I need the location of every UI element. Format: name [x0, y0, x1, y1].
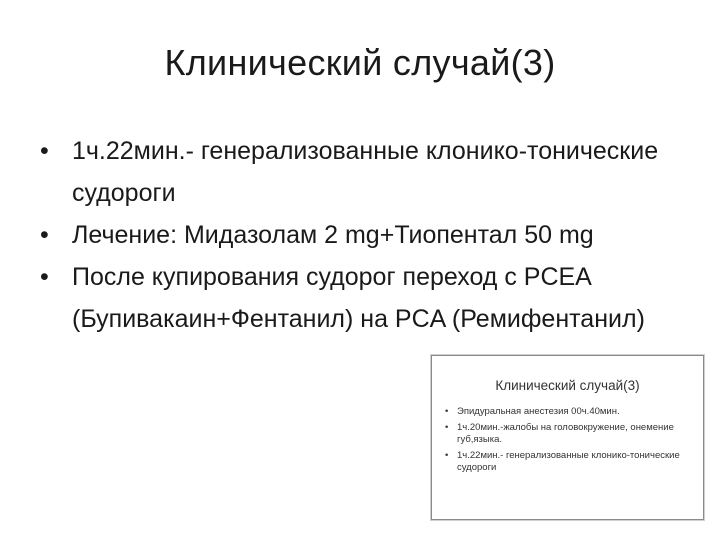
inset-bullet-list: [445, 406, 695, 478]
bullet-marker: •: [40, 137, 49, 165]
inset-bullet-marker: •: [445, 406, 449, 417]
bullet-text: Лечение: Мидазолам 2 mg+Тиопентал 50 mg: [72, 221, 594, 249]
bullet-item: [38, 256, 688, 340]
bullet-text: После купирования судорог переход с PCEA (Бупивакаин+Фентанил) на PCA (Ремифентанил): [72, 263, 645, 333]
inset-bullet-item: [445, 422, 695, 446]
inset-bullet-marker: •: [445, 450, 449, 461]
inset-bullet-item: [445, 406, 695, 418]
bullet-item: [38, 130, 688, 214]
bullet-item: [38, 214, 688, 256]
bullet-text: 1ч.22мин.- генерализованные клонико-тонические судороги: [72, 137, 659, 207]
inset-bullet-text: 1ч.20мин.-жалобы на головокружение, онемение губ,языка.: [457, 422, 674, 445]
bullet-marker: •: [40, 263, 49, 291]
inset-bullet-item: [445, 450, 695, 474]
inset-bullet-text: 1ч.22мин.- генерализованные клонико-тонические судороги: [457, 450, 680, 473]
inset-bullet-marker: •: [445, 422, 449, 433]
inset-bullet-text: Эпидуральная анестезия 00ч.40мин.: [457, 406, 620, 417]
inset-slide-thumbnail: [431, 355, 704, 520]
bullet-marker: •: [40, 221, 49, 249]
bullet-list: [38, 130, 688, 340]
slide-title: Клинический случай(3): [164, 42, 556, 83]
inset-title: Клинический случай(3): [495, 378, 640, 393]
